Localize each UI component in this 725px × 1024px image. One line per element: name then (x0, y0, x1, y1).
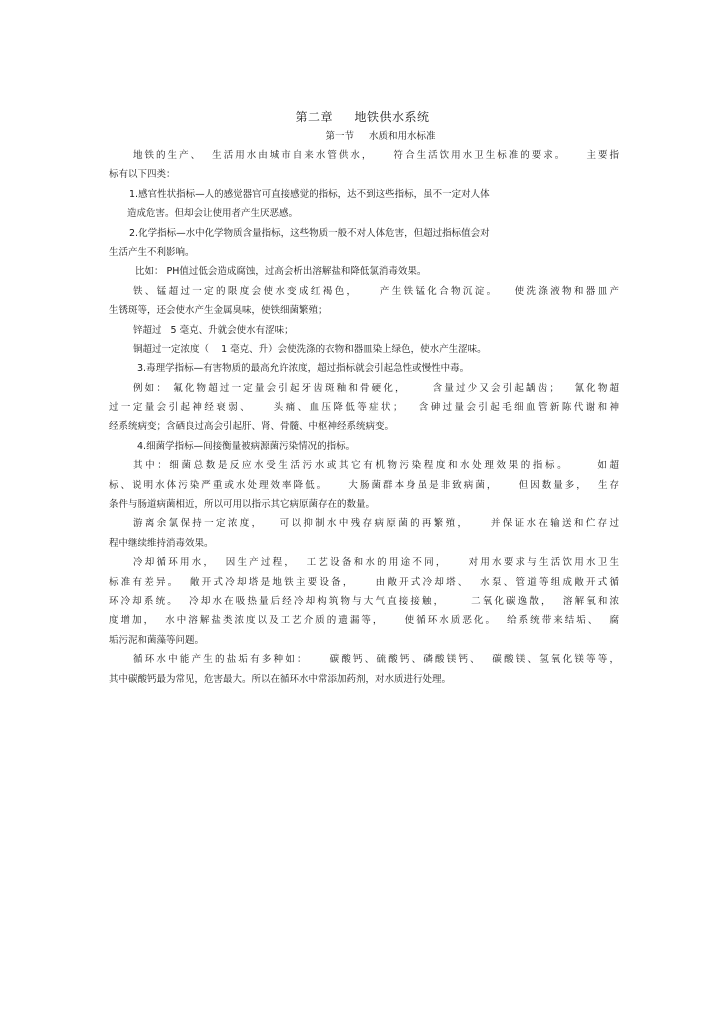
paragraph-line: 生锈斑等，还会使水产生金属臭味，使铁细菌繁殖； (109, 305, 328, 317)
paragraph-line: 垢污泥和菌藻等问题。 (109, 634, 205, 646)
paragraph-line: 例如： 氟化物超过一定量会引起牙齿斑釉和骨硬化， 含量过少又会引起龋齿； 氰化物超 (133, 382, 619, 394)
paragraph-line: 比如： PH值过低会造成腐蚀，过高会析出溶解盐和降低氯消毒效果。 (135, 266, 427, 278)
paragraph-line: 铜超过一定浓度（ 1 毫克、升）会使洗涤的衣物和器皿染上绿色，使水产生涩味。 (133, 343, 487, 355)
paragraph-line: 生活产生不利影响。 (109, 246, 195, 258)
paragraph-line: 游离余氯保持一定浓度， 可以抑制水中残存病原菌的再繁殖， 并保证水在输送和伫存过 (133, 518, 619, 530)
paragraph-line: 经系统病变；含硒良过高会引起肝、肾、骨髓、中枢神经系统病变。 (109, 421, 395, 433)
chapter-title: 第二章 地铁供水系统 (295, 110, 430, 124)
paragraph-line: 其中：细菌总数是反应水受生活污水或其它有机物污染程度和水处理效果的指标。 如超 (133, 460, 619, 472)
paragraph-line: 过一定量会引起神经衰弱、 头痛、血压降低等症状； 含砷过量会引起毛细血管新陈代谢和神 (109, 402, 619, 414)
paragraph-line: 冷却循环用水， 因生产过程， 工艺设备和水的用途不同， 对用水要求与生活饮用水卫生 (133, 557, 619, 569)
paragraph-line: 标准有差异。 敞开式冷却塔是地铁主要设备， 由敞开式冷却塔、 水泵、管道等组成敞开式循 (109, 576, 619, 588)
paragraph-line: 条件与肠道病菌相近，所以可用以指示其它病原菌存在的数量。 (109, 499, 376, 511)
section-title: 第一节 水质和用水标准 (325, 131, 436, 142)
paragraph-line: 程中继续维持消毒效果。 (109, 537, 214, 549)
paragraph-line: 锌超过 5 毫克、升就会使水有涩味； (133, 324, 294, 336)
paragraph-line: 循环水中能产生的盐垢有多种如： 碳酸钙、硫酸钙、磷酸镁钙、 碳酸镁、氢氧化镁等等， (133, 654, 619, 666)
paragraph-line: 度增加， 水中溶解盐类浓度以及工艺介质的遗漏等， 使循环水质恶化。 给系统带来结垢、 腐 (109, 615, 619, 627)
paragraph-line: 环冷却系统。 冷却水在吸热量后经冷却构筑物与大气直接接触， 二氧化碳逸散， 溶解氧和浓 (109, 595, 619, 607)
paragraph-line: 地铁的生产、 生活用水由城市自来水管供水， 符合生活饮用水卫生标准的要求。 主要指 (133, 150, 619, 161)
paragraph-line: 铁、锰超过一定的限度会使水变成红褐色， 产生铁锰化合物沉淀。 使洗涤液物和器皿产 (133, 285, 619, 297)
paragraph-line: 标、说明水体污染严重或水处理效率降低。 大肠菌群本身虽是非致病菌， 但因数量多， 生存 (109, 479, 619, 491)
paragraph-line: 标有以下四类： (109, 169, 176, 181)
paragraph-line: 造成危害。但却会让使用者产生厌恶感。 (127, 208, 299, 220)
paragraph-line: 3.毒理学指标—有害物质的最高允许浓度，超过指标就会引起急性或慢性中毒。 (137, 363, 470, 375)
paragraph-line: 其中碳酸钙最为常见，危害最大。所以在循环水中常添加药剂，对水质进行处理。 (109, 673, 452, 685)
document-body (109, 146, 619, 689)
paragraph-line: 1.感官性状指标—人的感觉器官可直接感觉的指标，达不到这些指标，虽不一定对人体 (129, 188, 490, 200)
paragraph-line: 2.化学指标—水中化学物质含量指标，这些物质一般不对人体危害，但超过指标值会对 (129, 227, 490, 239)
paragraph-line: 4.细菌学指标—间接衡量被病源菌污染情况的指标。 (137, 440, 356, 452)
